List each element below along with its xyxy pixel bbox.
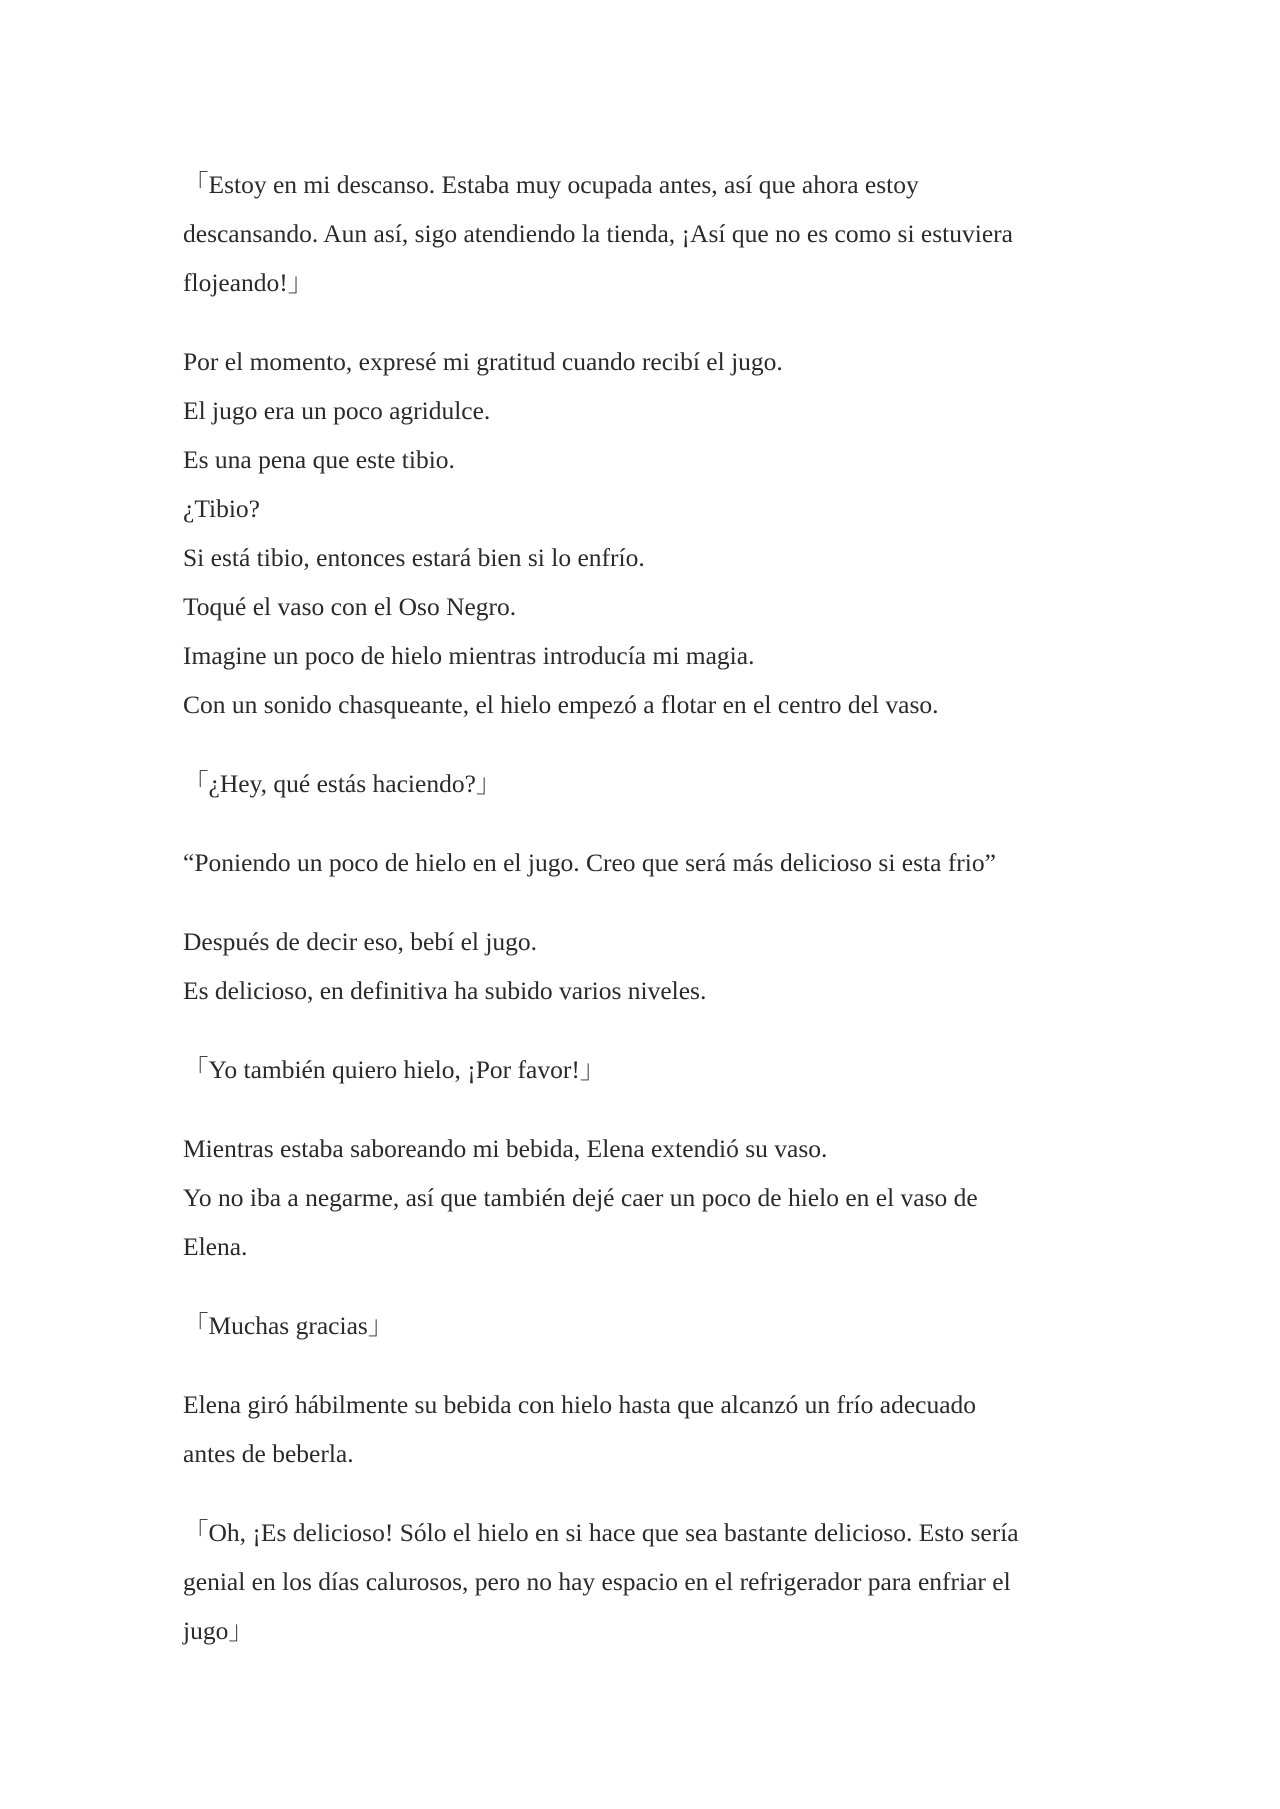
- text-line: Es delicioso, en definitiva ha subido varios niveles.: [183, 976, 707, 1005]
- text-line: 「¿Hey, qué estás haciendo?」: [183, 769, 502, 798]
- text-line: Mientras estaba saboreando mi bebida, Elena extendió su vaso.: [183, 1134, 828, 1163]
- text-line: Por el momento, expresé mi gratitud cuando recibí el jugo.: [183, 347, 783, 376]
- paragraph: [183, 838, 1103, 887]
- text-line: genial en los días calurosos, pero no hay espacio en el refrigerador para enfriar el: [183, 1567, 1011, 1596]
- text-line: flojeando!」: [183, 268, 314, 297]
- paragraph: [183, 160, 1103, 307]
- text-line: 「Yo también quiero hielo, ¡Por favor!」: [183, 1055, 606, 1084]
- text-line: 「Oh, ¡Es delicioso! Sólo el hielo en si hace que sea bastante delicioso. Esto sería: [183, 1518, 1019, 1547]
- text-line: jugo」: [183, 1616, 254, 1645]
- paragraph: [183, 1301, 1103, 1350]
- text-line: Es una pena que este tibio.: [183, 445, 455, 474]
- text-line: ¿Tibio?: [183, 494, 260, 523]
- text-line: El jugo era un poco agridulce.: [183, 396, 491, 425]
- text-line: 「Muchas gracias」: [183, 1311, 394, 1340]
- text-line: Si está tibio, entonces estará bien si lo enfrío.: [183, 543, 645, 572]
- text-line: 「Estoy en mi descanso. Estaba muy ocupada antes, así que ahora estoy: [183, 170, 919, 199]
- page-body-text: [183, 160, 1103, 1685]
- paragraph: [183, 917, 1103, 1015]
- paragraph: [183, 1380, 1103, 1478]
- paragraph: [183, 759, 1103, 808]
- text-line: antes de beberla.: [183, 1439, 354, 1468]
- text-line: Con un sonido chasqueante, el hielo empezó a flotar en el centro del vaso.: [183, 690, 939, 719]
- text-line: descansando. Aun así, sigo atendiendo la tienda, ¡Así que no es como si estuviera: [183, 219, 1013, 248]
- text-line: Imagine un poco de hielo mientras introducía mi magia.: [183, 641, 755, 670]
- text-line: “Poniendo un poco de hielo en el jugo. Creo que será más delicioso si esta frio”: [183, 848, 996, 877]
- text-line: Después de decir eso, bebí el jugo.: [183, 927, 538, 956]
- text-line: Elena.: [183, 1232, 248, 1261]
- paragraph: [183, 1045, 1103, 1094]
- paragraph: [183, 1508, 1103, 1655]
- text-line: Yo no iba a negarme, así que también dejé caer un poco de hielo en el vaso de: [183, 1183, 978, 1212]
- text-line: Toqué el vaso con el Oso Negro.: [183, 592, 517, 621]
- paragraph: [183, 1124, 1103, 1271]
- paragraph: [183, 337, 1103, 729]
- text-line: Elena giró hábilmente su bebida con hielo hasta que alcanzó un frío adecuado: [183, 1390, 977, 1419]
